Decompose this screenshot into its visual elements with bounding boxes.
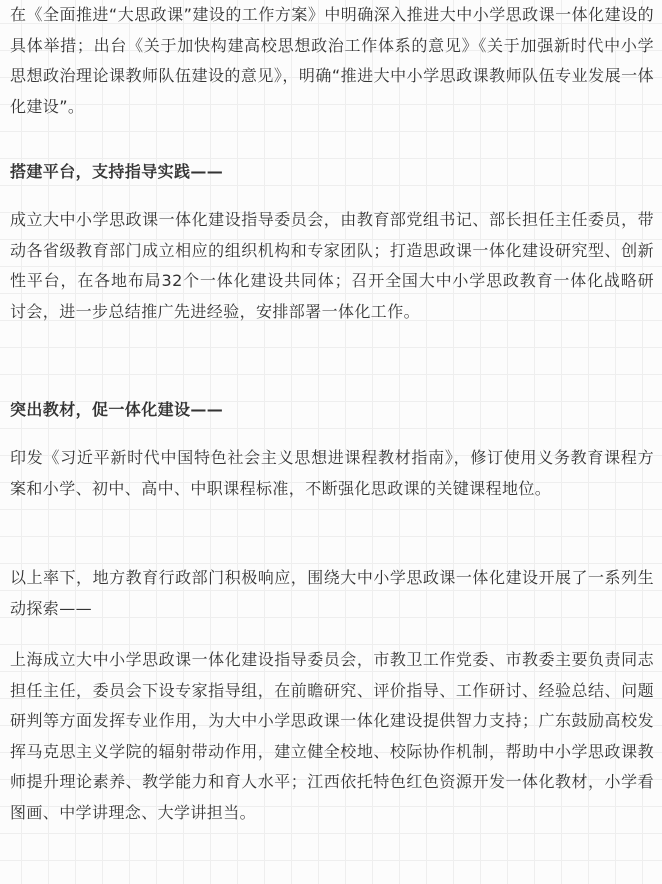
paragraph-policy-documents: 在《全面推进“大思政课”建设的工作方案》中明确深入推进大中小学思政课一体化建设的具体举措；出台《关于加快构建高校思想政治工作体系的意见》《关于加强新时代中小学思想政治理论课教师队伍建设的意见》，明确“推进大中小学思政课教师队伍专业发展一体化建设”。 (10, 5, 654, 116)
section-heading-textbooks: 突出教材，促一体化建设—— (10, 400, 224, 419)
paragraph-local-response: 以上率下，地方教育行政部门积极响应，围绕大中小学思政课一体化建设开展了一系列生动探索—— (10, 568, 654, 618)
paragraph-regional-examples: 上海成立大中小学思政课一体化建设指导委员会，市教卫工作党委、市教委主要负责同志担任主任，委员会下设专家指导组，在前瞻研究、评价指导、工作研讨、经验总结、问题研判等方面发挥专业作用，为大中小学思政课一体化建设提供智力支持；广东鼓励高校发挥马克思主义学院的辐射带动作用，建立健全校地、校际协作机制，帮助中小学思政课教师提升理论素养、教学能力和育人水平；江西依托特色红色资源开发一体化教材，小学看图画、中学讲理念、大学讲担当。 (10, 650, 654, 822)
paragraph-textbook-guidelines: 印发《习近平新时代中国特色社会主义思想进课程教材指南》，修订使用义务教育课程方案和小学、初中、高中、中职课程标准，不断强化思政课的关键课程地位。 (10, 448, 654, 498)
paragraph-platform-building: 成立大中小学思政课一体化建设指导委员会，由教育部党组书记、部长担任主任委员，带动各省级教育部门成立相应的组织机构和专家团队；打造思政课一体化建设研究型、创新性平台，在各地布局32个一体化建设共同体；召开全国大中小学思政教育一体化战略研讨会，进一步总结推广先进经验，安排部署一体化工作。 (10, 210, 654, 321)
section-heading-platform: 搭建平台，支持指导实践—— (10, 162, 224, 181)
